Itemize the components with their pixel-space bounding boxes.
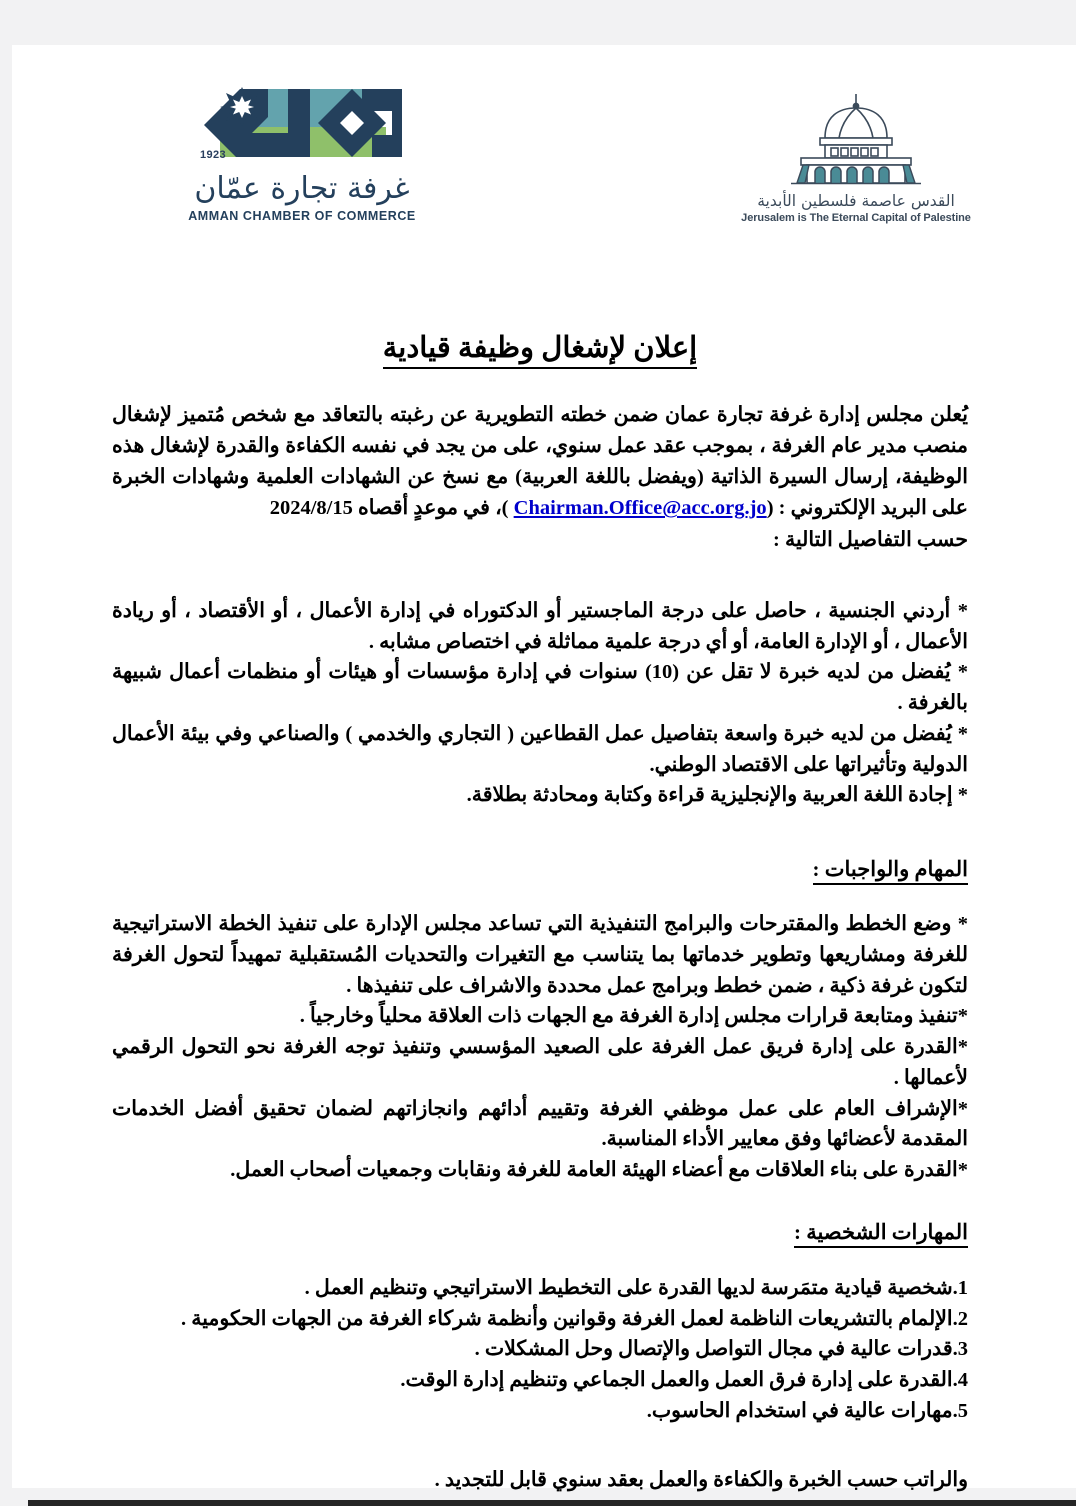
skills-list	[112, 1273, 968, 1427]
duties-heading-text: المهام والواجبات :	[813, 857, 969, 885]
skill-item: 3.قدرات عالية في مجال التواصل والإتصال وحل المشكلات .	[474, 1338, 968, 1361]
duties-heading	[112, 857, 968, 882]
acc-founding-year: 1923	[200, 149, 227, 161]
requirement-item: * إجادة اللغة العربية والإنجليزية قراءة وكتابة ومحادثة بطلاقة.	[466, 784, 968, 807]
page-bottom-edge	[28, 1500, 1076, 1506]
skill-item: 5.مهارات عالية في استخدام الحاسوب.	[646, 1399, 968, 1422]
intro-details-line: حسب التفاصيل التالية :	[773, 528, 968, 551]
skill-item: 2.الإلمام بالتشريعات الناظمة لعمل الغرفة وقوانين وأنظمة شركاء الغرفة من الجهات الحكومية .	[180, 1307, 968, 1330]
contact-email-link[interactable]: Chairman.Office@acc.org.jo	[513, 497, 767, 520]
jerusalem-arabic-text: القدس عاصمة فلسطين الأبدية	[757, 192, 955, 210]
salary-note: والراتب حسب الخبرة والكفاءة والعمل بعقد سنوي قابل للتجديد .	[434, 1468, 968, 1491]
skills-heading-text: المهارات الشخصية :	[794, 1220, 968, 1248]
requirement-item: * يُفضل من لديه خبرة واسعة بتفاصيل عمل القطاعين ( التجاري والخدمي ) والصناعي وفي بيئة الأعمال الدولية وتأثيراتها على الاقتصاد الوطني.	[112, 722, 968, 776]
intro-text-part1: يُعلن مجلس إدارة غرفة تجارة عمان ضمن خطته التطويرية عن رغبته بالتعاقد مع شخص مُتميز لإشغال منصب مدير عام الغرفة ، بموجب عقد عمل سنوي، على من يجد في نفسه الكفاءة والقدرة لإشغال هذه الوظيفة، إرسال السيرة الذاتية (ويفضل باللغة العربية) مع نسخ عن الشهادات العلمية وشهادات الخبرة على البريد الإلكتروني : (	[112, 404, 968, 520]
requirement-item: * يُفضل من لديه خبرة لا تقل عن (10) سنوات في إدارة مؤسسات أو هيئات أو منظمات أعمال شبيهة بالغرفة .	[112, 661, 968, 715]
jerusalem-logo	[728, 90, 984, 224]
skill-item: 1.شخصية قيادية متمَرسة لديها القدرة على التخطيط الاستراتيجي وتنظيم العمل .	[304, 1276, 968, 1299]
duty-item: *القدرة على إدارة فريق عمل الغرفة على الصعيد المؤسسي وتنفيذ توجه الغرفة نحو التحول الرقمي لأعمالها .	[112, 1036, 968, 1089]
document-body	[12, 245, 1076, 1496]
skill-item: 4.القدرة على إدارة فرق العمل والعمل الجماعي وتنظيم إدارة الوقت.	[400, 1369, 968, 1392]
spacer	[112, 811, 968, 857]
page-title	[112, 330, 968, 365]
acc-logo-mark-icon	[196, 85, 408, 163]
dome-of-the-rock-icon	[761, 90, 951, 190]
intro-text-part2: )، في موعدٍ أقصاه 2024/8/15	[269, 497, 514, 520]
logo-header	[12, 45, 1076, 245]
duty-item: *القدرة على بناء العلاقات مع أعضاء الهيئة العامة للغرفة ونقابات وجمعيات أصحاب العمل.	[230, 1159, 968, 1182]
duties-section	[112, 909, 968, 1186]
requirements-list	[112, 596, 968, 811]
spacer	[112, 1186, 968, 1220]
skills-heading	[112, 1220, 968, 1245]
acc-arabic-name: غرفة تجارة عمّان	[194, 171, 410, 206]
document-page	[12, 45, 1076, 1491]
requirement-item: * أردني الجنسية ، حاصل على درجة الماجستير أو الدكتوراه في إدارة الأعمال ، أو الأقتصاد ، أو ريادة الأعمال ، أو الإدارة العامة، أو أي درجة علمية مماثلة في اختصاص مشابه .	[112, 599, 968, 653]
requirements-section	[112, 596, 968, 811]
jerusalem-english-text: Jerusalem is The Eternal Capital of Palestine	[741, 212, 971, 224]
amman-chamber-logo	[177, 85, 427, 223]
acc-english-name: AMMAN CHAMBER OF COMMERCE	[188, 209, 416, 223]
skills-section	[112, 1273, 968, 1427]
page-title-text: إعلان لإشغال وظيفة قيادية	[383, 332, 697, 369]
duty-item: * وضع الخطط والمقترحات والبرامج التنفيذية التي تساعد مجلس الإدارة على تنفيذ الخطة الاستراتيجية للغرفة ومشاريعها وتطوير خدماتها بما يتناسب مع التغيرات والتحديات المُستقبلية تمهيداً لتحول الغرفة لتكون غرفة ذكية ، ضمن خطط وبرامج عمل محددة والاشراف على تنفيذها .	[112, 913, 968, 997]
duty-item: *الإشراف العام على عمل موظفي الغرفة وتقييم أدائهم وانجازاتهم لضمان تحقيق أفضل الخدمات المقدمة لأعضائها وفق معايير الأداء المناسبة.	[112, 1097, 968, 1151]
duties-list	[112, 909, 968, 1186]
intro-paragraph	[112, 400, 968, 525]
duty-item: *تنفيذ ومتابعة قرارات مجلس إدارة الغرفة مع الجهات ذات العلاقة محلياً وخارجياً .	[299, 1005, 968, 1028]
